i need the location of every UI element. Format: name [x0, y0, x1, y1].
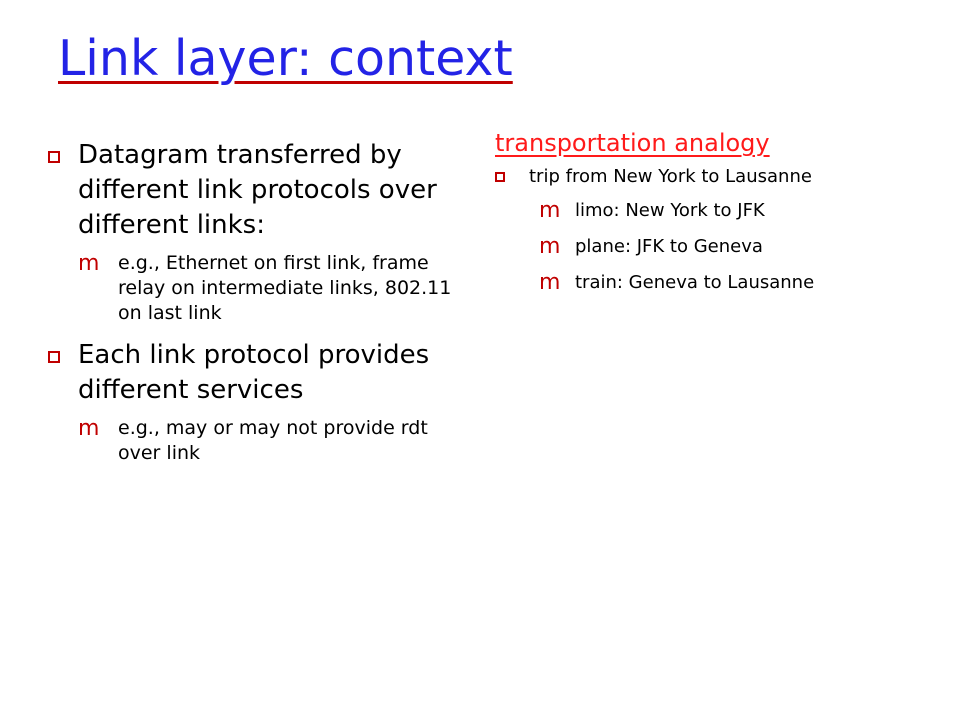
m-glyph-bullet-icon: m [539, 270, 561, 295]
bullet-text: Each link protocol provides different services [78, 340, 430, 405]
sub-bullet-list [78, 251, 468, 326]
analogy-sub-item-plane [529, 234, 935, 259]
square-bullet-icon [48, 351, 60, 363]
sub-bullet-item-rdt-example [78, 416, 468, 466]
main-bullet-list [48, 138, 468, 466]
m-glyph-bullet-icon: m [539, 198, 561, 223]
analogy-item-text: trip from New York to Lausanne [529, 166, 812, 187]
square-bullet-icon [495, 172, 505, 182]
analogy-sub-text: train: Geneva to Lausanne [575, 272, 815, 293]
bullet-item-link-protocol [48, 338, 468, 466]
m-glyph-bullet-icon: m [539, 234, 561, 259]
analogy-item-trip [495, 164, 935, 295]
m-glyph-bullet-icon: m [78, 251, 100, 276]
bullet-text: Datagram transferred by different link protocols over different links: [78, 140, 437, 240]
analogy-sub-item-train [529, 270, 935, 295]
sub-bullet-text: e.g., may or may not provide rdt over link [118, 417, 428, 464]
sub-bullet-list [78, 416, 468, 466]
analogy-list [495, 164, 935, 295]
analogy-sub-text: plane: JFK to Geneva [575, 236, 763, 257]
bullet-item-datagram [48, 138, 468, 326]
analogy-sub-text: limo: New York to JFK [575, 200, 765, 221]
analogy-sub-item-limo [529, 198, 935, 223]
right-column [495, 126, 935, 306]
square-bullet-icon [48, 151, 60, 163]
slide-title: Link layer: context [58, 30, 513, 87]
analogy-sub-list [529, 198, 935, 295]
left-column [48, 138, 468, 478]
sub-bullet-text: e.g., Ethernet on first link, frame relay on intermediate links, 802.11 on last link [118, 252, 452, 324]
sub-bullet-item-ethernet-example [78, 251, 468, 326]
analogy-heading: transportation analogy [495, 129, 770, 157]
m-glyph-bullet-icon: m [78, 416, 100, 441]
